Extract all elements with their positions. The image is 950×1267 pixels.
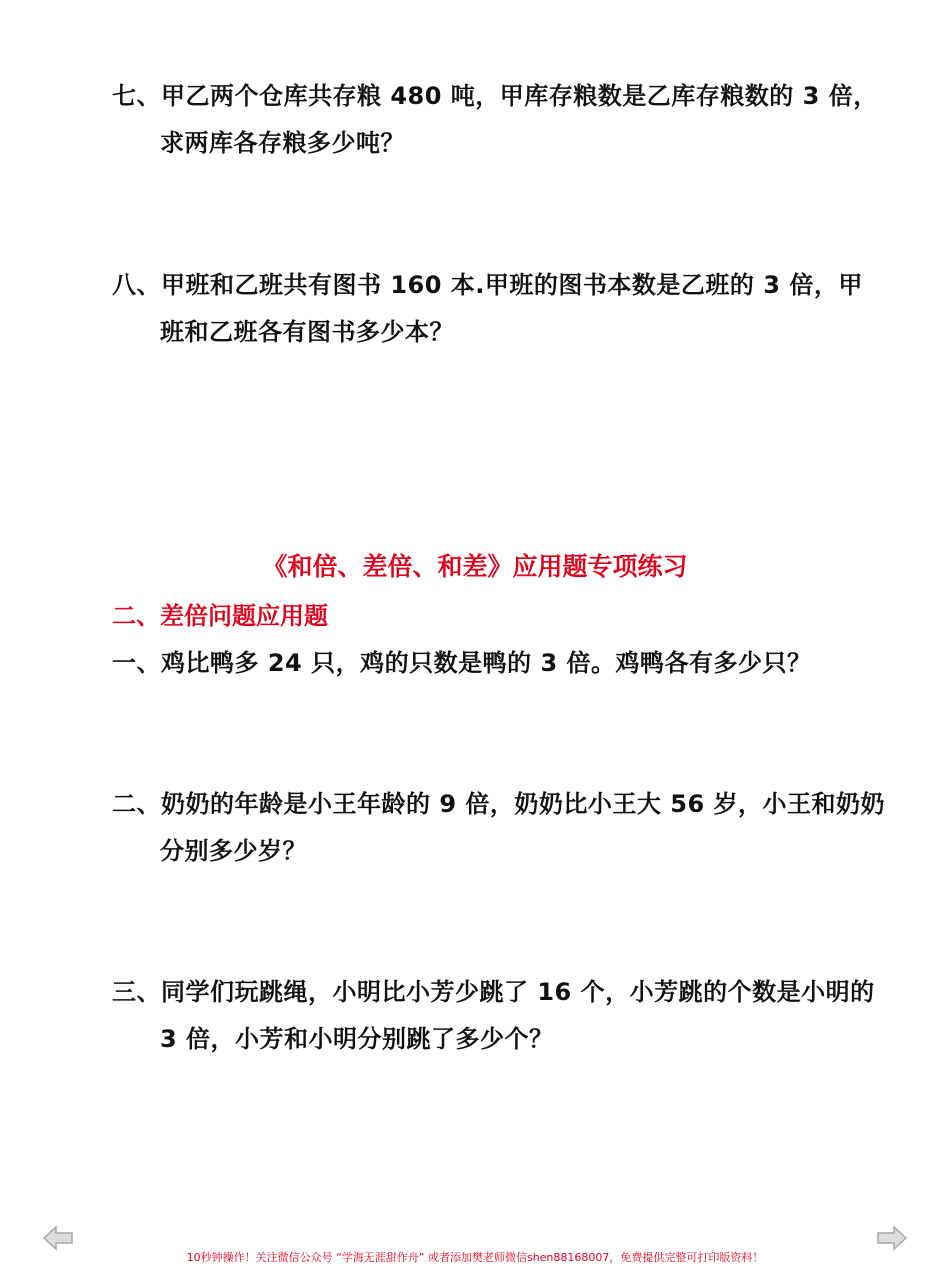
question-diff-3-line-1: 三、同学们玩跳绳，小明比小芳少跳了 16 个，小芳跳的个数是小明的 xyxy=(112,978,875,1006)
question-8 xyxy=(112,262,863,356)
footer-note: 10秒钟操作！关注微信公众号 “学海无涯甜作舟” 或者添加樊老师微信shen88168007，免费提供完整可打印版资料！ xyxy=(186,1251,764,1264)
question-8-line-1: 八、甲班和乙班共有图书 160 本.甲班的图书本数是乙班的 3 倍，甲 xyxy=(112,271,863,299)
question-diff-2-line-2: 分别多少岁？ xyxy=(160,837,307,865)
question-diff-2 xyxy=(112,781,886,875)
question-diff-1-line-1: 一、鸡比鸭多 24 只，鸡的只数是鸭的 3 倍。鸡鸭各有多少只？ xyxy=(112,649,812,677)
question-diff-1 xyxy=(112,640,857,687)
section-heading: 二、差倍问题应用题 xyxy=(112,602,328,630)
question-diff-3 xyxy=(112,969,875,1063)
question-7 xyxy=(112,73,878,167)
page-title: 《和倍、差倍、和差》应用题专项练习 xyxy=(262,552,688,581)
question-diff-3-line-2: 3 倍，小芳和小明分别跳了多少个？ xyxy=(160,1025,554,1053)
question-diff-2-line-1: 二、奶奶的年龄是小王年龄的 9 倍，奶奶比小王大 56 岁，小王和奶奶 xyxy=(112,790,886,818)
question-7-line-1: 七、甲乙两个仓库共存粮 480 吨，甲库存粮数是乙库存粮数的 3 倍， xyxy=(112,82,878,110)
question-8-line-2: 班和乙班各有图书多少本？ xyxy=(160,318,454,346)
question-7-line-2: 求两库各存粮多少吨？ xyxy=(160,129,405,157)
